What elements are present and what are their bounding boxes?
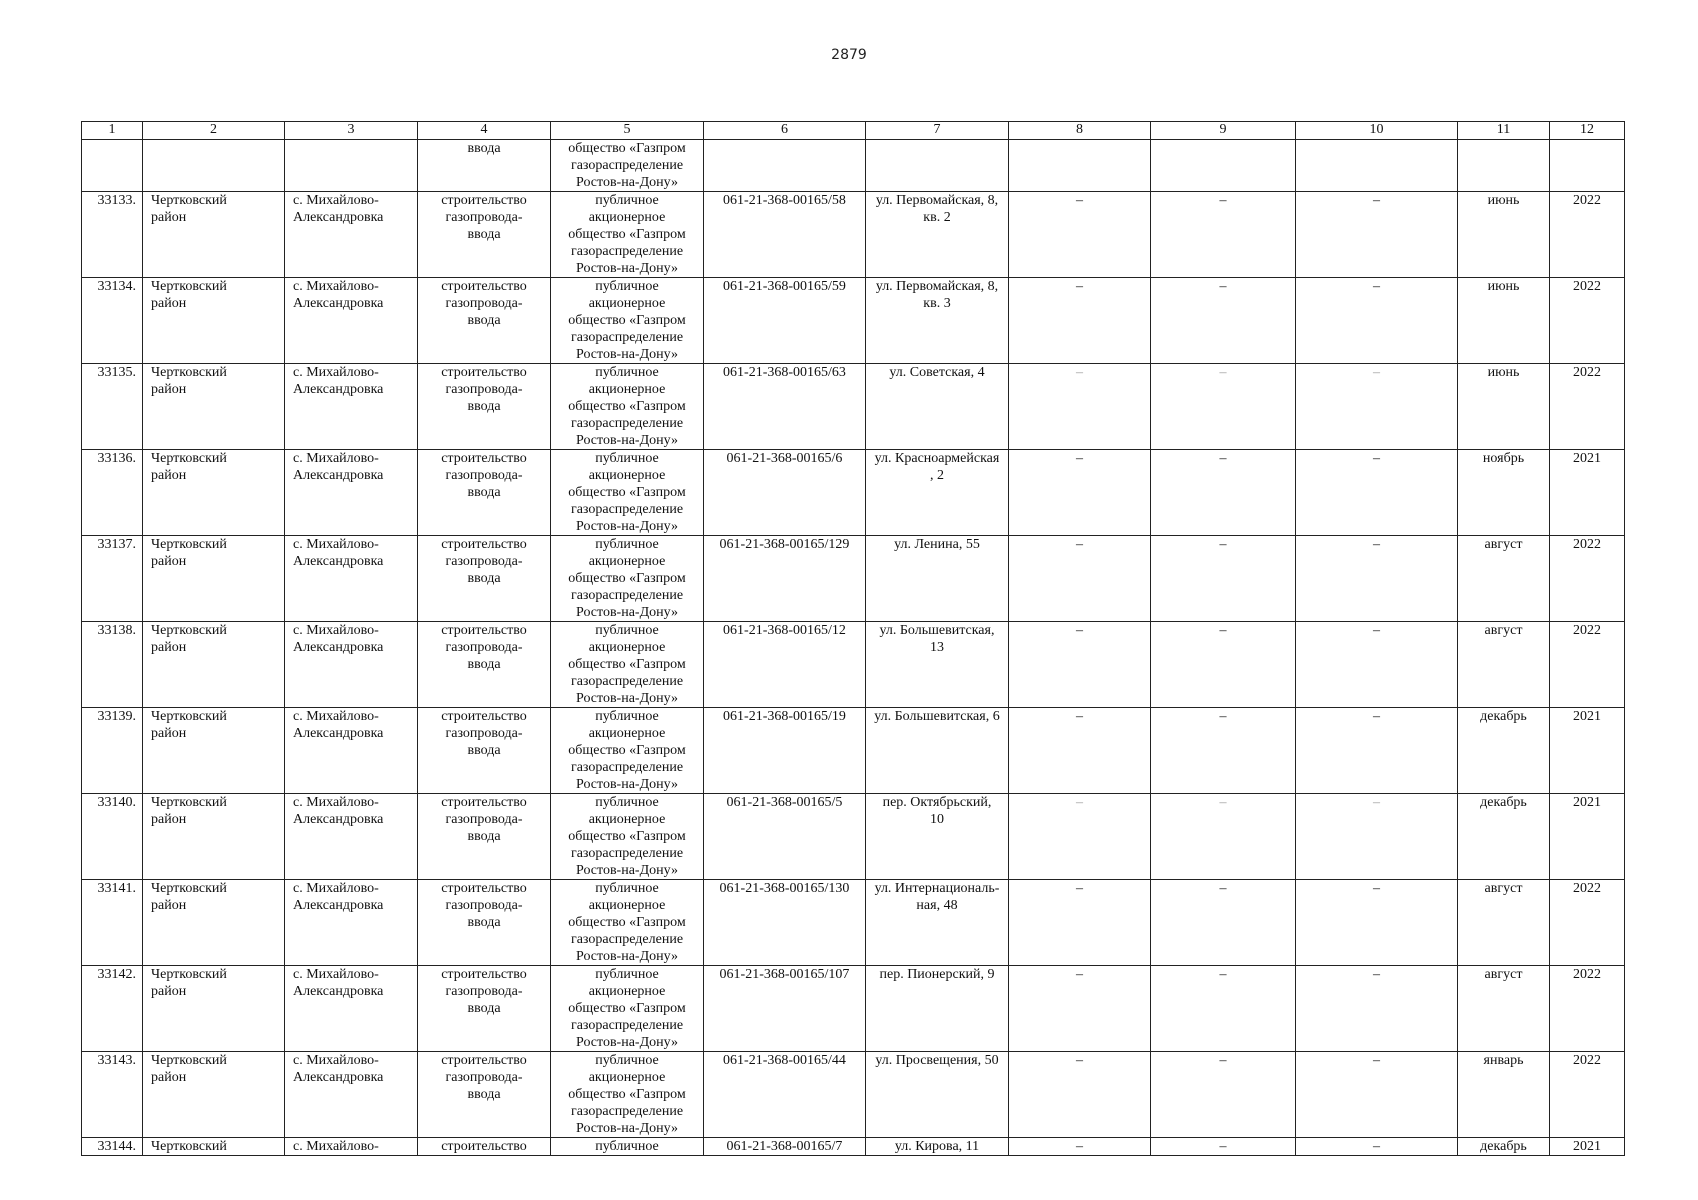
- cell-code: 061-21-368-00165/130: [704, 880, 866, 966]
- cell-address: ул. Просвещения, 50: [866, 1052, 1009, 1138]
- cell-settlement: с. Михайлово- Александровка: [285, 880, 418, 966]
- cell-settlement: с. Михайлово- Александровка: [285, 622, 418, 708]
- cell-col10: –: [1296, 450, 1458, 536]
- cell-work: строительство газопровода- ввода: [418, 622, 551, 708]
- table-row: [82, 966, 1625, 1052]
- cell-num: 33142.: [82, 966, 143, 1052]
- column-header-2: 2: [143, 122, 285, 140]
- cell-code: 061-21-368-00165/63: [704, 364, 866, 450]
- cell-code: 061-21-368-00165/129: [704, 536, 866, 622]
- cell-col10: –: [1296, 1052, 1458, 1138]
- table-row: [82, 880, 1625, 966]
- table-row: [82, 536, 1625, 622]
- cell-col8: –: [1009, 450, 1151, 536]
- cell-address: ул. Красноармейская , 2: [866, 450, 1009, 536]
- cell-num: 33141.: [82, 880, 143, 966]
- cell-work: строительство газопровода- ввода: [418, 708, 551, 794]
- cell-settlement: с. Михайлово- Александровка: [285, 536, 418, 622]
- cell-num: [82, 140, 143, 192]
- cell-col9: –: [1151, 880, 1296, 966]
- cell-district: [143, 140, 285, 192]
- cell-organization: публичное: [551, 1138, 704, 1156]
- cell-col9: –: [1151, 278, 1296, 364]
- cell-year: 2022: [1550, 622, 1625, 708]
- cell-district: Чертковский район: [143, 536, 285, 622]
- table-row: [82, 794, 1625, 880]
- cell-month: декабрь: [1458, 708, 1550, 794]
- cell-work: строительство газопровода- ввода: [418, 794, 551, 880]
- table-row-continuation: [82, 140, 1625, 192]
- cell-work: строительство газопровода- ввода: [418, 880, 551, 966]
- cell-organization: публичное акционерное общество «Газпром газораспределение Ростов-на-Дону»: [551, 966, 704, 1052]
- table-row-partial: [82, 1138, 1625, 1156]
- cell-year: 2021: [1550, 450, 1625, 536]
- cell-col8: –: [1009, 278, 1151, 364]
- cell-code: 061-21-368-00165/7: [704, 1138, 866, 1156]
- cell-col10: –: [1296, 794, 1458, 880]
- cell-col10: –: [1296, 622, 1458, 708]
- cell-address: ул. Кирова, 11: [866, 1138, 1009, 1156]
- cell-organization: публичное акционерное общество «Газпром газораспределение Ростов-на-Дону»: [551, 622, 704, 708]
- cell-month: август: [1458, 536, 1550, 622]
- cell-month: август: [1458, 622, 1550, 708]
- cell-col8: –: [1009, 880, 1151, 966]
- cell-settlement: с. Михайлово- Александровка: [285, 192, 418, 278]
- cell-col8: –: [1009, 536, 1151, 622]
- table-row: [82, 364, 1625, 450]
- cell-month: июнь: [1458, 192, 1550, 278]
- column-header-row: [82, 122, 1625, 140]
- cell-col8: –: [1009, 192, 1151, 278]
- cell-code: 061-21-368-00165/12: [704, 622, 866, 708]
- cell-num: 33133.: [82, 192, 143, 278]
- table-row: [82, 1052, 1625, 1138]
- cell-organization: публичное акционерное общество «Газпром газораспределение Ростов-на-Дону»: [551, 536, 704, 622]
- cell-district: Чертковский: [143, 1138, 285, 1156]
- cell-num: 33134.: [82, 278, 143, 364]
- cell-num: 33140.: [82, 794, 143, 880]
- cell-col8: –: [1009, 364, 1151, 450]
- cell-address: ул. Большевитская, 13: [866, 622, 1009, 708]
- cell-year: 2022: [1550, 1052, 1625, 1138]
- page-number: 2879: [831, 47, 867, 63]
- cell-district: Чертковский район: [143, 1052, 285, 1138]
- cell-settlement: с. Михайлово- Александровка: [285, 966, 418, 1052]
- cell-col9: –: [1151, 1052, 1296, 1138]
- cell-col10: –: [1296, 278, 1458, 364]
- cell-address: ул. Первомайская, 8, кв. 3: [866, 278, 1009, 364]
- column-header-1: 1: [82, 122, 143, 140]
- cell-organization: публичное акционерное общество «Газпром газораспределение Ростов-на-Дону»: [551, 1052, 704, 1138]
- cell-work: строительство газопровода- ввода: [418, 1052, 551, 1138]
- cell-work: строительство газопровода- ввода: [418, 536, 551, 622]
- cell-month: январь: [1458, 1052, 1550, 1138]
- cell-year: 2022: [1550, 364, 1625, 450]
- cell-col8: –: [1009, 622, 1151, 708]
- column-header-11: 11: [1458, 122, 1550, 140]
- cell-year: 2022: [1550, 966, 1625, 1052]
- cell-month: декабрь: [1458, 1138, 1550, 1156]
- cell-month: декабрь: [1458, 794, 1550, 880]
- column-header-3: 3: [285, 122, 418, 140]
- cell-num: 33135.: [82, 364, 143, 450]
- cell-col9: –: [1151, 966, 1296, 1052]
- cell-year: 2022: [1550, 536, 1625, 622]
- cell-work: строительство газопровода- ввода: [418, 364, 551, 450]
- cell-col8: –: [1009, 966, 1151, 1052]
- cell-code: [704, 140, 866, 192]
- table-row: [82, 278, 1625, 364]
- cell-settlement: с. Михайлово- Александровка: [285, 794, 418, 880]
- cell-month: [1458, 140, 1550, 192]
- cell-col9: –: [1151, 708, 1296, 794]
- cell-num: 33137.: [82, 536, 143, 622]
- cell-col8: –: [1009, 1052, 1151, 1138]
- cell-district: Чертковский район: [143, 966, 285, 1052]
- column-header-7: 7: [866, 122, 1009, 140]
- cell-organization: публичное акционерное общество «Газпром газораспределение Ростов-на-Дону»: [551, 364, 704, 450]
- column-header-9: 9: [1151, 122, 1296, 140]
- cell-district: Чертковский район: [143, 364, 285, 450]
- cell-settlement: с. Михайлово- Александровка: [285, 364, 418, 450]
- cell-district: Чертковский район: [143, 278, 285, 364]
- cell-district: Чертковский район: [143, 880, 285, 966]
- cell-address: ул. Первомайская, 8, кв. 2: [866, 192, 1009, 278]
- cell-code: 061-21-368-00165/58: [704, 192, 866, 278]
- cell-district: Чертковский район: [143, 450, 285, 536]
- cell-code: 061-21-368-00165/5: [704, 794, 866, 880]
- cell-col10: [1296, 140, 1458, 192]
- cell-organization: публичное акционерное общество «Газпром газораспределение Ростов-на-Дону»: [551, 880, 704, 966]
- cell-district: Чертковский район: [143, 794, 285, 880]
- cell-num: 33143.: [82, 1052, 143, 1138]
- cell-col8: –: [1009, 708, 1151, 794]
- cell-settlement: [285, 140, 418, 192]
- cell-organization: публичное акционерное общество «Газпром газораспределение Ростов-на-Дону»: [551, 278, 704, 364]
- cell-num: 33139.: [82, 708, 143, 794]
- cell-year: [1550, 140, 1625, 192]
- column-header-8: 8: [1009, 122, 1151, 140]
- cell-col10: –: [1296, 708, 1458, 794]
- cell-month: июнь: [1458, 364, 1550, 450]
- cell-col8: [1009, 140, 1151, 192]
- cell-settlement: с. Михайлово-: [285, 1138, 418, 1156]
- cell-code: 061-21-368-00165/6: [704, 450, 866, 536]
- cell-col9: –: [1151, 1138, 1296, 1156]
- table-row: [82, 708, 1625, 794]
- cell-work: строительство: [418, 1138, 551, 1156]
- column-header-4: 4: [418, 122, 551, 140]
- cell-month: ноябрь: [1458, 450, 1550, 536]
- column-header-6: 6: [704, 122, 866, 140]
- cell-col9: –: [1151, 622, 1296, 708]
- cell-col9: –: [1151, 192, 1296, 278]
- cell-month: август: [1458, 966, 1550, 1052]
- cell-num: 33144.: [82, 1138, 143, 1156]
- cell-organization: публичное акционерное общество «Газпром газораспределение Ростов-на-Дону»: [551, 192, 704, 278]
- cell-col10: –: [1296, 364, 1458, 450]
- cell-organization: публичное акционерное общество «Газпром газораспределение Ростов-на-Дону»: [551, 450, 704, 536]
- cell-work: строительство газопровода- ввода: [418, 192, 551, 278]
- cell-address: ул. Советская, 4: [866, 364, 1009, 450]
- cell-organization: публичное акционерное общество «Газпром газораспределение Ростов-на-Дону»: [551, 794, 704, 880]
- registry-table: [81, 121, 1625, 1156]
- cell-num: 33138.: [82, 622, 143, 708]
- cell-district: Чертковский район: [143, 708, 285, 794]
- cell-address: пер. Октябрьский, 10: [866, 794, 1009, 880]
- cell-code: 061-21-368-00165/107: [704, 966, 866, 1052]
- table-row: [82, 622, 1625, 708]
- cell-year: 2022: [1550, 278, 1625, 364]
- cell-address: пер. Пионерский, 9: [866, 966, 1009, 1052]
- cell-work: строительство газопровода- ввода: [418, 450, 551, 536]
- cell-organization: общество «Газпром газораспределение Ростов-на-Дону»: [551, 140, 704, 192]
- table-body: [82, 140, 1625, 1156]
- cell-settlement: с. Михайлово- Александровка: [285, 708, 418, 794]
- cell-settlement: с. Михайлово- Александровка: [285, 450, 418, 536]
- cell-col8: –: [1009, 794, 1151, 880]
- cell-year: 2022: [1550, 192, 1625, 278]
- cell-address: ул. Большевитская, 6: [866, 708, 1009, 794]
- cell-year: 2021: [1550, 1138, 1625, 1156]
- cell-settlement: с. Михайлово- Александровка: [285, 1052, 418, 1138]
- cell-month: август: [1458, 880, 1550, 966]
- column-header-12: 12: [1550, 122, 1625, 140]
- cell-work: строительство газопровода- ввода: [418, 278, 551, 364]
- cell-year: 2022: [1550, 880, 1625, 966]
- cell-code: 061-21-368-00165/19: [704, 708, 866, 794]
- cell-num: 33136.: [82, 450, 143, 536]
- cell-col10: –: [1296, 1138, 1458, 1156]
- cell-work: ввода: [418, 140, 551, 192]
- cell-district: Чертковский район: [143, 622, 285, 708]
- cell-year: 2021: [1550, 708, 1625, 794]
- cell-year: 2021: [1550, 794, 1625, 880]
- column-header-5: 5: [551, 122, 704, 140]
- cell-organization: публичное акционерное общество «Газпром газораспределение Ростов-на-Дону»: [551, 708, 704, 794]
- cell-col9: –: [1151, 364, 1296, 450]
- cell-address: ул. Ленина, 55: [866, 536, 1009, 622]
- cell-col9: –: [1151, 794, 1296, 880]
- cell-col9: [1151, 140, 1296, 192]
- cell-address: ул. Интернациональ- ная, 48: [866, 880, 1009, 966]
- cell-settlement: с. Михайлово- Александровка: [285, 278, 418, 364]
- cell-work: строительство газопровода- ввода: [418, 966, 551, 1052]
- cell-district: Чертковский район: [143, 192, 285, 278]
- column-header-10: 10: [1296, 122, 1458, 140]
- cell-col10: –: [1296, 192, 1458, 278]
- table-row: [82, 192, 1625, 278]
- cell-month: июнь: [1458, 278, 1550, 364]
- cell-col10: –: [1296, 880, 1458, 966]
- cell-address: [866, 140, 1009, 192]
- cell-col9: –: [1151, 450, 1296, 536]
- cell-col8: –: [1009, 1138, 1151, 1156]
- table-row: [82, 450, 1625, 536]
- cell-col9: –: [1151, 536, 1296, 622]
- cell-code: 061-21-368-00165/59: [704, 278, 866, 364]
- cell-code: 061-21-368-00165/44: [704, 1052, 866, 1138]
- cell-col10: –: [1296, 536, 1458, 622]
- cell-col10: –: [1296, 966, 1458, 1052]
